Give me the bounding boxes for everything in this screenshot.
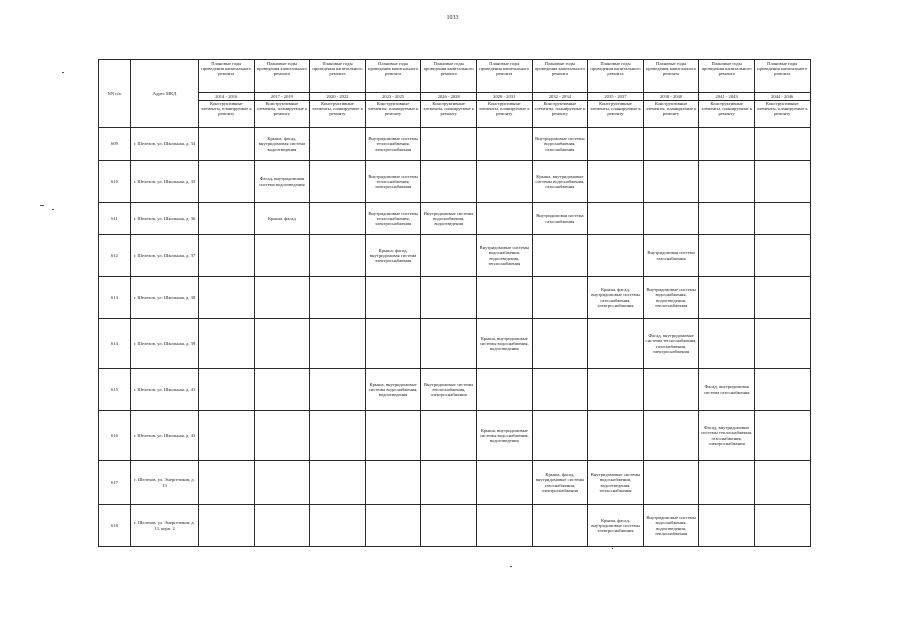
repair-elements-cell bbox=[199, 161, 255, 203]
repair-elements-cell bbox=[588, 128, 644, 161]
repair-elements-cell bbox=[532, 277, 588, 319]
header-period-title: Плановые годы проведения капитального ремонта bbox=[532, 60, 588, 93]
repair-elements-cell bbox=[310, 319, 366, 369]
table-row bbox=[99, 369, 811, 411]
repair-elements-cell: Крыша, фасад, внутридомовая система водоотведения bbox=[254, 128, 310, 161]
header-period-years: 2014 - 2016 bbox=[199, 93, 255, 101]
repair-elements-cell bbox=[754, 235, 810, 277]
row-address: г. Шелехов, ул. Энергетиков, д. 13, корп. 2 bbox=[131, 505, 199, 547]
repair-elements-cell bbox=[365, 411, 421, 461]
header-period-elements: Конструктивные элементы, планируемые к ремонту bbox=[699, 101, 755, 128]
repair-elements-cell: Внутридомовые системы водоснабжения, водоотведения, теплоснабжения bbox=[588, 461, 644, 505]
repair-elements-cell bbox=[754, 203, 810, 235]
repair-elements-cell bbox=[643, 461, 699, 505]
table-body bbox=[99, 128, 811, 547]
repair-elements-cell bbox=[310, 505, 366, 547]
repair-elements-cell bbox=[421, 411, 477, 461]
table-row bbox=[99, 505, 811, 547]
table-row bbox=[99, 461, 811, 505]
table-row bbox=[99, 235, 811, 277]
repair-elements-cell bbox=[421, 461, 477, 505]
scan-speck bbox=[612, 548, 613, 549]
header-nn: NN п/п bbox=[99, 60, 131, 128]
repair-elements-cell: Фасад, внутридомовая система водоотведения bbox=[254, 161, 310, 203]
header-period-elements: Конструктивные элементы, планируемые к ремонту bbox=[310, 101, 366, 128]
repair-elements-cell: Внутридомовые системы водоснабжения, водоотведения, теплоснабжения bbox=[643, 277, 699, 319]
repair-elements-cell bbox=[643, 161, 699, 203]
table-row bbox=[99, 411, 811, 461]
header-period-years: 2035 - 2037 bbox=[588, 93, 644, 101]
repair-elements-cell bbox=[754, 505, 810, 547]
repair-elements-cell bbox=[532, 319, 588, 369]
repair-elements-cell: Крыша, фасад, внутридомовые системы газоснабжения, электроснабжения bbox=[588, 277, 644, 319]
header-period-elements: Конструктивные элементы, планируемые к ремонту bbox=[532, 101, 588, 128]
repair-elements-cell bbox=[199, 461, 255, 505]
header-period-title: Плановые годы проведения капитального ремонта bbox=[754, 60, 810, 93]
row-address: г. Шелехов, ул. Школьная, д. 43 bbox=[131, 411, 199, 461]
header-period-years: 2038 - 2040 bbox=[643, 93, 699, 101]
repair-elements-cell bbox=[588, 161, 644, 203]
repair-elements-cell bbox=[421, 161, 477, 203]
repair-elements-cell bbox=[254, 277, 310, 319]
header-period-years: 2044 - 2046 bbox=[754, 93, 810, 101]
row-number: 612 bbox=[99, 235, 131, 277]
repair-elements-cell: Крыша, фасад, внутридомовые системы электроснабжения bbox=[588, 505, 644, 547]
header-period-elements: Конструктивные элементы, планируемые к ремонту bbox=[421, 101, 477, 128]
header-period-elements: Конструктивные элементы, планируемые к ремонту bbox=[199, 101, 255, 128]
repair-elements-cell bbox=[643, 128, 699, 161]
repair-elements-cell bbox=[199, 319, 255, 369]
repair-elements-cell: Крыша, внутридомовые системы водоснабжения, газоснабжения bbox=[532, 161, 588, 203]
repair-elements-cell: Фасад, внутридомовые системы теплоснабжения, газоснабжения, электроснабжения bbox=[699, 411, 755, 461]
repair-elements-cell bbox=[310, 369, 366, 411]
repair-elements-cell: Внутридомовые системы водоснабжения, водоотведения bbox=[421, 203, 477, 235]
repair-elements-cell bbox=[476, 369, 532, 411]
header-period-title: Плановые годы проведения капитального ремонта bbox=[199, 60, 255, 93]
repair-elements-cell bbox=[476, 128, 532, 161]
row-number: 617 bbox=[99, 461, 131, 505]
repair-elements-cell bbox=[365, 505, 421, 547]
row-number: 614 bbox=[99, 319, 131, 369]
repair-elements-cell bbox=[699, 161, 755, 203]
repair-elements-cell bbox=[310, 203, 366, 235]
repair-elements-cell: Крыша, внутридомовые системы водоснабжения, водоотведения bbox=[476, 319, 532, 369]
header-period-title: Плановые годы проведения капитального ремонта bbox=[365, 60, 421, 93]
repair-elements-cell bbox=[643, 411, 699, 461]
row-number: 615 bbox=[99, 369, 131, 411]
header-period-years: 2032 - 2034 bbox=[532, 93, 588, 101]
row-number: 616 bbox=[99, 411, 131, 461]
repair-elements-cell bbox=[254, 369, 310, 411]
repair-elements-cell bbox=[199, 128, 255, 161]
repair-elements-cell bbox=[365, 277, 421, 319]
header-period-title: Плановые годы проведения капитального ремонта bbox=[588, 60, 644, 93]
header-period-title: Плановые годы проведения капитального ремонта bbox=[699, 60, 755, 93]
row-number: 609 bbox=[99, 128, 131, 161]
repair-elements-cell bbox=[532, 411, 588, 461]
repair-elements-cell bbox=[532, 505, 588, 547]
repair-elements-cell bbox=[421, 128, 477, 161]
repair-elements-cell bbox=[310, 235, 366, 277]
scan-speck bbox=[52, 209, 54, 210]
repair-elements-cell bbox=[310, 411, 366, 461]
repair-elements-cell bbox=[532, 235, 588, 277]
repair-elements-cell bbox=[254, 461, 310, 505]
repair-elements-cell: Крыша, фасад, внутридомовые системы газоснабжения, электроснабжения bbox=[532, 461, 588, 505]
header-period-years: 2020 - 2022 bbox=[310, 93, 366, 101]
repair-elements-cell bbox=[421, 505, 477, 547]
repair-elements-cell bbox=[699, 461, 755, 505]
repair-elements-cell: Внутридомовые системы теплоснабжения, электроснабжения bbox=[365, 203, 421, 235]
repair-elements-cell bbox=[754, 461, 810, 505]
repair-elements-cell bbox=[421, 319, 477, 369]
row-number: 613 bbox=[99, 277, 131, 319]
repair-elements-cell bbox=[199, 277, 255, 319]
repair-elements-cell bbox=[699, 128, 755, 161]
repair-elements-cell bbox=[199, 203, 255, 235]
table-row bbox=[99, 319, 811, 369]
repair-elements-cell bbox=[476, 277, 532, 319]
repair-elements-cell bbox=[532, 369, 588, 411]
repair-elements-cell bbox=[699, 277, 755, 319]
repair-elements-cell bbox=[476, 161, 532, 203]
repair-elements-cell bbox=[199, 411, 255, 461]
repair-elements-cell bbox=[365, 319, 421, 369]
repair-elements-cell: Крыша, фасад, внутридомовая система электроснабжения bbox=[365, 235, 421, 277]
repair-elements-cell bbox=[310, 128, 366, 161]
repair-elements-cell: Крыша, внутридомовые системы водоснабжения, водоотведения bbox=[476, 411, 532, 461]
repair-elements-cell bbox=[754, 277, 810, 319]
repair-elements-cell bbox=[754, 128, 810, 161]
repair-elements-cell: Фасад, внутридомовая система газоснабжения bbox=[699, 369, 755, 411]
repair-elements-cell bbox=[310, 461, 366, 505]
repair-elements-cell: Крыша, фасад bbox=[254, 203, 310, 235]
repair-elements-cell: Внутридомовые системы водоснабжения, водоотведения, теплоснабжения bbox=[643, 505, 699, 547]
table-row bbox=[99, 277, 811, 319]
repair-elements-cell bbox=[365, 461, 421, 505]
repair-elements-cell bbox=[588, 369, 644, 411]
table-header bbox=[99, 60, 811, 128]
header-address: Адрес МКД bbox=[131, 60, 199, 128]
repair-elements-cell bbox=[254, 235, 310, 277]
table-row bbox=[99, 128, 811, 161]
header-period-years: 2026 - 2028 bbox=[421, 93, 477, 101]
header-period-elements: Конструктивные элементы, планируемые к ремонту bbox=[254, 101, 310, 128]
row-address: г. Шелехов, ул. Энергетиков, д. 13 bbox=[131, 461, 199, 505]
row-address: г. Шелехов, ул. Школьная, д. 39 bbox=[131, 319, 199, 369]
table-row bbox=[99, 161, 811, 203]
repair-elements-cell: Внутридомовые системы теплоснабжения, электроснабжения bbox=[365, 128, 421, 161]
repair-elements-cell bbox=[643, 203, 699, 235]
table-row bbox=[99, 203, 811, 235]
scan-speck bbox=[40, 205, 44, 206]
repair-elements-cell: Внутридомовая система газоснабжения bbox=[532, 203, 588, 235]
repair-elements-cell: Внутридомовые системы водоснабжения, водоотведения, теплоснабжения bbox=[476, 235, 532, 277]
repair-elements-cell: Внутридомовые системы теплоснабжения, электроснабжения bbox=[421, 369, 477, 411]
repair-elements-cell bbox=[754, 319, 810, 369]
header-period-elements: Конструктивные элементы, планируемые к ремонту bbox=[588, 101, 644, 128]
scan-speck bbox=[62, 72, 64, 73]
repair-elements-cell bbox=[254, 319, 310, 369]
header-period-years: 2017 - 2019 bbox=[254, 93, 310, 101]
row-number: 611 bbox=[99, 203, 131, 235]
repair-elements-cell bbox=[588, 411, 644, 461]
header-period-elements: Конструктивные элементы, планируемые к ремонту bbox=[476, 101, 532, 128]
repair-elements-cell bbox=[199, 369, 255, 411]
row-number: 610 bbox=[99, 161, 131, 203]
header-period-elements: Конструктивные элементы, планируемые к ремонту bbox=[365, 101, 421, 128]
repair-elements-cell bbox=[588, 203, 644, 235]
repair-elements-cell bbox=[699, 235, 755, 277]
row-address: г. Шелехов, ул. Школьная, д. 41 bbox=[131, 369, 199, 411]
header-period-title: Плановые годы проведения капитального ремонта bbox=[310, 60, 366, 93]
scan-speck bbox=[510, 566, 512, 567]
header-period-years: 2023 - 2025 bbox=[365, 93, 421, 101]
row-address: г. Шелехов, ул. Школьная, д. 38 bbox=[131, 277, 199, 319]
repair-elements-cell bbox=[476, 461, 532, 505]
repair-elements-cell bbox=[476, 505, 532, 547]
header-period-years: 2041 - 2043 bbox=[699, 93, 755, 101]
header-period-elements: Конструктивные элементы, планируемые к ремонту bbox=[643, 101, 699, 128]
repair-elements-cell bbox=[643, 369, 699, 411]
repair-elements-cell bbox=[310, 277, 366, 319]
repair-elements-cell bbox=[421, 235, 477, 277]
page-number: 1033 bbox=[446, 15, 459, 21]
repair-elements-cell bbox=[588, 319, 644, 369]
repair-elements-cell: Внутридомовые системы водоснабжения, газоснабжения bbox=[532, 128, 588, 161]
header-period-years: 2029 - 2031 bbox=[476, 93, 532, 101]
repair-elements-cell bbox=[254, 411, 310, 461]
repair-elements-cell bbox=[754, 411, 810, 461]
row-address: г. Шелехов, ул. Школьная, д. 34 bbox=[131, 128, 199, 161]
repair-elements-cell bbox=[476, 203, 532, 235]
repair-elements-cell bbox=[754, 161, 810, 203]
row-number: 618 bbox=[99, 505, 131, 547]
header-period-title: Плановые годы проведения капитального ремонта bbox=[476, 60, 532, 93]
repair-elements-cell bbox=[754, 369, 810, 411]
repair-elements-cell bbox=[254, 505, 310, 547]
repair-elements-cell: Внутридомовые системы теплоснабжения, электроснабжения bbox=[365, 161, 421, 203]
repair-elements-cell: Внутридомовая система газоснабжения bbox=[643, 235, 699, 277]
repair-elements-cell bbox=[699, 505, 755, 547]
repair-elements-cell: Фасад, внутридомовые системы теплоснабжения, газоснабжения, электроснабжения bbox=[643, 319, 699, 369]
row-address: г. Шелехов, ул. Школьная, д. 37 bbox=[131, 235, 199, 277]
repair-elements-cell: Крыша, внутридомовые системы водоснабжения, водоотведения bbox=[365, 369, 421, 411]
repair-elements-cell bbox=[588, 235, 644, 277]
repair-elements-cell bbox=[699, 203, 755, 235]
repair-elements-cell bbox=[699, 319, 755, 369]
repair-elements-cell bbox=[199, 235, 255, 277]
header-period-elements: Конструктивные элементы, планируемые к ремонту bbox=[754, 101, 810, 128]
row-address: г. Шелехов, ул. Школьная, д. 35 bbox=[131, 161, 199, 203]
header-period-title: Плановые годы проведения капитального ремонта bbox=[421, 60, 477, 93]
repair-elements-cell bbox=[310, 161, 366, 203]
header-period-title: Плановые годы проведения капитального ремонта bbox=[254, 60, 310, 93]
repair-plan-table bbox=[98, 59, 811, 547]
repair-elements-cell bbox=[199, 505, 255, 547]
repair-elements-cell bbox=[421, 277, 477, 319]
header-period-title: Плановые годы проведения капитального ремонта bbox=[643, 60, 699, 93]
row-address: г. Шелехов, ул. Школьная, д. 36 bbox=[131, 203, 199, 235]
